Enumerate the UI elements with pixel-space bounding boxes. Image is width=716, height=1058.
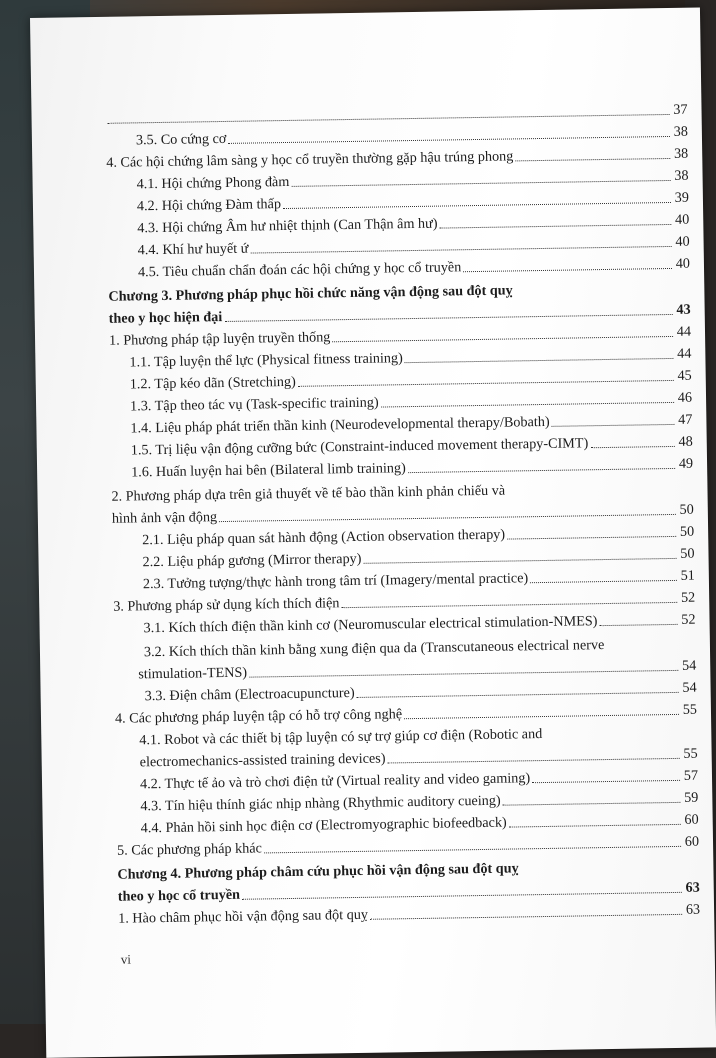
toc-leader-dots xyxy=(532,780,680,783)
toc-leader-dots xyxy=(544,737,679,739)
toc-entry-page: 46 xyxy=(676,390,692,406)
toc-entry-page: 55 xyxy=(681,702,697,718)
toc-leader-dots xyxy=(507,493,675,496)
toc-leader-dots xyxy=(600,624,678,626)
toc-entry-page: 47 xyxy=(676,412,692,428)
toc-entry-page: 50 xyxy=(678,546,694,562)
toc-entry-page: 44 xyxy=(675,346,691,362)
toc-entry-title: 2. Phương pháp dựa trên giả thuyết về tế bào thần kinh phản chiếu và xyxy=(111,483,505,505)
toc-entry-title: stimulation-TENS) xyxy=(138,665,247,683)
toc-entry-page: 38 xyxy=(672,146,688,162)
toc-entry-title: 4.3. Tín hiệu thính giác nhịp nhàng (Rhythmic auditory cueing) xyxy=(140,793,500,815)
toc-entry-page: 40 xyxy=(673,234,689,250)
toc-entry-title: 3. Phương pháp sử dụng kích thích điện xyxy=(113,595,339,615)
table-of-contents xyxy=(105,96,687,105)
book-page xyxy=(30,7,716,1057)
toc-entry-page: 44 xyxy=(675,324,691,340)
toc-leader-dots xyxy=(503,802,681,806)
toc-entry-title: 3.1. Kích thích điện thần kinh cơ (Neuromuscular electrical stimulation-NMES) xyxy=(143,613,597,636)
toc-entry-page: 39 xyxy=(673,190,689,206)
toc-entry-page: 60 xyxy=(683,812,699,828)
toc-entry-page: 43 xyxy=(675,302,691,318)
toc-entry-page: 40 xyxy=(674,256,690,272)
toc-leader-dots xyxy=(530,580,677,583)
toc-leader-dots xyxy=(509,824,681,828)
toc-entry-page: 54 xyxy=(680,680,696,696)
toc-entry-title: 4.2. Thực tế ảo và trò chơi điện tử (Virtual reality and video gaming) xyxy=(140,770,530,792)
toc-entry-title: 4.1. Robot và các thiết bị tập luyện có sự trợ giúp cơ điện (Robotic and xyxy=(139,726,542,748)
toc-entry-page: 63 xyxy=(684,902,700,918)
toc-entry-page: 57 xyxy=(682,768,698,784)
page-number-footer: vi xyxy=(121,952,131,968)
toc-entry-title: 5. Các phương pháp khác xyxy=(117,840,262,858)
toc-entry-page: 50 xyxy=(678,502,694,518)
toc-leader-dots xyxy=(463,268,672,272)
toc-leader-dots xyxy=(507,536,676,540)
toc-entry-title: 4. Các phương pháp luyện tập có hỗ trợ công nghệ xyxy=(115,706,402,727)
toc-entry-page: 59 xyxy=(682,790,698,806)
toc-entry-page: 48 xyxy=(677,434,693,450)
toc-entry-page: 37 xyxy=(671,102,687,118)
toc-entry-page: 38 xyxy=(672,124,688,140)
toc-leader-dots xyxy=(515,293,673,295)
toc-entry-title: 1.3. Tập theo tác vụ (Task-specific training) xyxy=(130,395,379,415)
toc-leader-dots xyxy=(606,649,678,650)
toc-entry-title: Chương 4. Phương pháp châm cứu phục hồi vận động sau đột quỵ xyxy=(117,860,518,882)
toc-entry-page: 49 xyxy=(677,456,693,472)
toc-entry-page: 45 xyxy=(676,368,692,384)
toc-leader-dots xyxy=(552,424,675,427)
toc-entry-title: 4. Các hội chứng lâm sàng y học cổ truyền thường gặp hậu trúng phong xyxy=(106,148,513,170)
toc-entry-title: 3.5. Co cứng cơ xyxy=(136,131,227,148)
toc-entry-title: 1. Phương pháp tập luyện truyền thống xyxy=(109,329,331,348)
toc-entry-page: 52 xyxy=(679,590,695,606)
toc-entry-title: 1.1. Tập luyện thể lực (Physical fitness training) xyxy=(129,350,403,370)
toc-leader-dots xyxy=(521,871,682,874)
toc-entry-page: 60 xyxy=(683,834,699,850)
toc-entry-page: 54 xyxy=(680,658,696,674)
toc-entry-title: 1.4. Liệu pháp phát triển thần kinh (Neurodevelopmental therapy/Bobath) xyxy=(130,414,549,437)
toc-leader-dots xyxy=(370,914,682,920)
toc-entry-title: 2.3. Tưởng tượng/thực hành trong tâm trí (Imagery/mental practice) xyxy=(143,570,529,592)
toc-entry-title: theo y học cổ truyền xyxy=(118,887,240,905)
toc-leader-dots xyxy=(515,158,670,161)
toc-entry-title: 1.2. Tập kéo dãn (Stretching) xyxy=(130,374,296,393)
toc-entry-title: 2.1. Liệu pháp quan sát hành động (Action observation therapy) xyxy=(142,527,505,549)
toc-entry-title: 4.1. Hội chứng Phong đàm xyxy=(137,174,290,192)
toc-entry-page: 38 xyxy=(672,168,688,184)
toc-leader-dots xyxy=(590,446,675,448)
toc-entry-page: 63 xyxy=(684,880,700,896)
toc-entry-page: 55 xyxy=(682,746,698,762)
toc-entry-title: hình ảnh vận động xyxy=(112,509,217,527)
toc-entry-title: Chương 3. Phương pháp phục hồi chức năng vận động sau đột quỵ xyxy=(108,282,513,304)
toc-entry-title: 1.6. Huấn luyện hai bên (Bilateral limb training) xyxy=(131,460,406,480)
toc-leader-dots xyxy=(408,468,675,473)
toc-entry-title: 4.5. Tiêu chuẩn chẩn đoán các hội chứng y học cổ truyền xyxy=(138,259,461,280)
toc-entry-title: 3.2. Kích thích thần kinh bằng xung điện qua da (Transcutaneous electrical nerve xyxy=(144,637,605,660)
toc-entry-title: 1. Hào châm phục hồi vận động sau đột quỵ xyxy=(118,907,368,927)
toc-entry-title: 4.4. Khí hư huyết ứ xyxy=(138,241,249,259)
toc-entry-title: 4.2. Hội chứng Đàm thấp xyxy=(137,196,281,214)
toc-entry-page: 50 xyxy=(678,524,694,540)
toc-entry-title: 4.4. Phản hồi sinh học điện cơ (Electromyographic biofeedback) xyxy=(141,815,507,837)
toc-entry-page: 52 xyxy=(679,612,695,628)
toc-entry-title: 4.3. Hội chứng Âm hư nhiệt thịnh (Can Thận âm hư) xyxy=(137,216,437,237)
toc-entry-title: electromechanics-assisted training devices) xyxy=(140,751,386,771)
toc-entry-title: 3.3. Điện châm (Electroacupuncture) xyxy=(145,685,355,704)
toc-entry-title: 1.5. Trị liệu vận động cưỡng bức (Constraint-induced movement therapy-CIMT) xyxy=(131,435,589,458)
toc-entry-page: 51 xyxy=(679,568,695,584)
toc-entry-page: 40 xyxy=(673,212,689,228)
toc-entry-title: 2.2. Liệu pháp gương (Mirror therapy) xyxy=(142,551,361,570)
toc-entry-title: theo y học hiện đại xyxy=(109,309,223,327)
